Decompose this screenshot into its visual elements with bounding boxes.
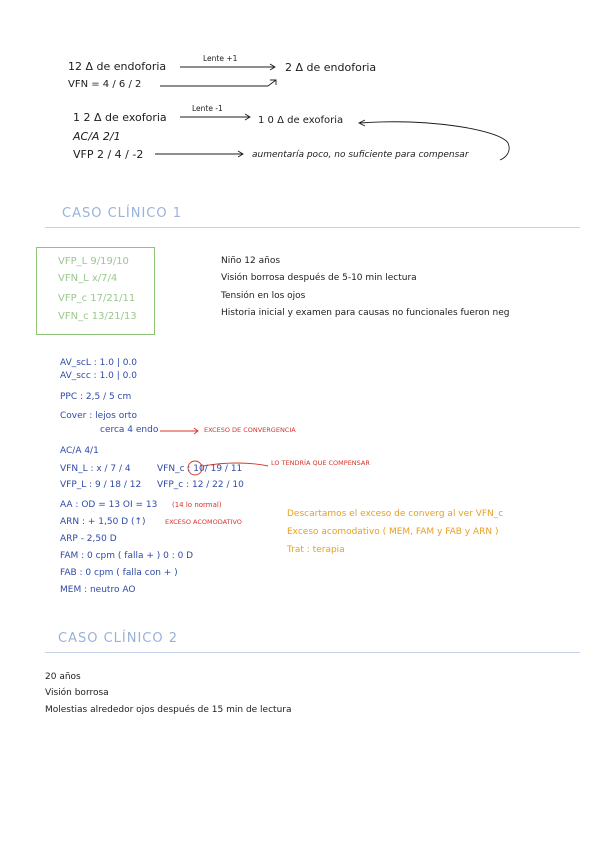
lens-minus-label: Lente -1 [192, 104, 223, 113]
cover-line-2: cerca 4 endo [100, 425, 159, 435]
fab-value: FAB : 0 cpm ( falla con + ) [60, 568, 178, 578]
vfp-l-value: VFP_L : 9 / 18 / 12 [60, 480, 142, 490]
vfp-line: VFP 2 / 4 / -2 [73, 148, 144, 161]
note-blur: Visión borrosa después de 5-10 min lectura [221, 273, 417, 283]
note-age: Niño 12 años [221, 256, 281, 266]
aa-note: (14 lo normal) [172, 501, 222, 509]
discard-line-2: Exceso acomodativo ( MEM, FAM y FAB y ARN ) [287, 527, 499, 537]
case2-blur: Visión borrosa [45, 688, 109, 698]
mem-value: MEM : neutro AO [60, 585, 136, 595]
vfn-l-value: VFN_L : x / 7 / 4 [60, 464, 131, 474]
box-vfn-c: VFN_c 13/21/13 [58, 311, 137, 322]
vfp-c-value: VFP_c : 12 / 22 / 10 [157, 480, 244, 490]
discard-line-1: Descartamos el exceso de converg al ver VFN_c [287, 509, 504, 519]
fam-value: FAM : 0 cpm ( falla + ) 0 : 0 D [60, 551, 194, 561]
exoforia-after: 1 0 Δ de exoforia [258, 115, 344, 126]
box-vfp-l: VFP_L 9/19/10 [58, 256, 129, 267]
lens-plus-label: Lente +1 [203, 54, 238, 63]
endoforia-after: 2 Δ de endoforia [285, 61, 377, 74]
treatment-line: Trat : terapia [287, 545, 345, 555]
box-vfp-c: VFP_c 17/21/11 [58, 293, 136, 304]
vfn-line: VFN = 4 / 6 / 2 [68, 79, 142, 90]
endoforia-before: 12 Δ de endoforia [68, 60, 167, 73]
compensate-label: LO TENDRÍA QUE COMPENSAR [271, 459, 370, 467]
aa-value: AA : OD = 13 OI = 13 [60, 500, 158, 510]
case2-discomfort: Molestias alrededor ojos después de 15 min de lectura [45, 705, 292, 715]
case2-age: 20 años [45, 672, 81, 682]
case1-title: CASO CLÍNICO 1 [62, 206, 183, 221]
arp-value: ARP - 2,50 D [60, 534, 117, 544]
case2-title: CASO CLÍNICO 2 [58, 631, 179, 646]
arn-value: ARN : + 1,50 D (↑) [60, 517, 146, 527]
note-history: Historia inicial y examen para causas no funcionales fueron neg [221, 308, 510, 318]
cover-line-1: Cover : lejos orto [60, 411, 137, 421]
note-tension: Tensión en los ojos [221, 291, 306, 301]
aca-line: AC/A 2/1 [73, 130, 121, 143]
vfn-c-value: VFN_c : 10/ 19 / 11 [157, 464, 243, 474]
av-line-2: AV_scc : 1.0 | 0.0 [60, 371, 137, 381]
case1-divider [45, 227, 580, 228]
accommodative-excess-label: EXCESO ACOMODATIVO [165, 518, 242, 526]
ppc-line: PPC : 2,5 / 5 cm [60, 392, 132, 402]
aca-value: AC/A 4/1 [60, 446, 99, 456]
exoforia-before: 1 2 Δ de exoforia [73, 111, 167, 124]
box-vfn-l: VFN_L x/7/4 [58, 273, 118, 284]
compensation-note: aumentaría poco, no suficiente para compensar [252, 150, 469, 160]
excess-convergence-label: EXCESO DE CONVERGENCIA [204, 426, 296, 434]
case2-divider [45, 652, 580, 653]
av-line-1: AV_scL : 1.0 | 0.0 [60, 358, 138, 368]
